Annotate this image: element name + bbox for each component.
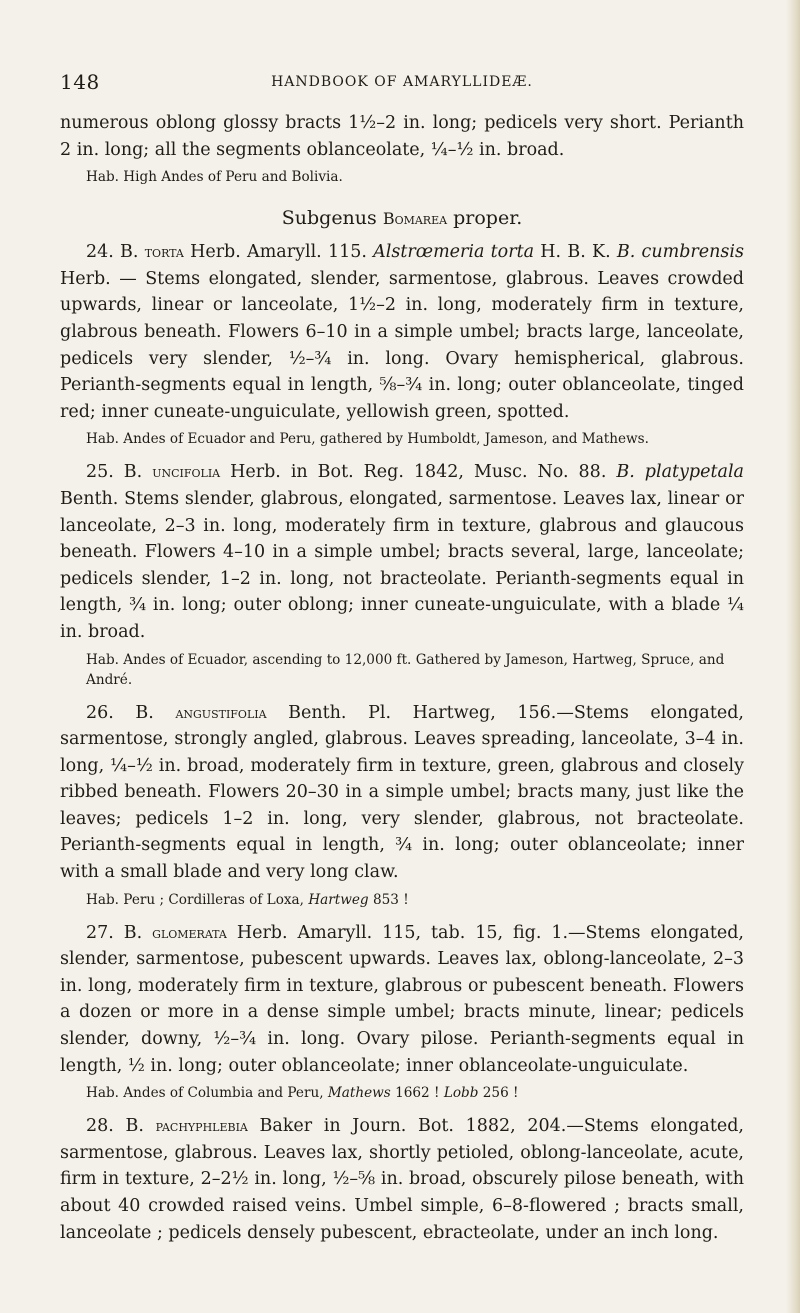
species-habitat	[86, 1083, 744, 1103]
species-habitat: Hab. Andes of Ecuador and Peru, gathered by Humboldt, Jameson, and Mathews.	[86, 431, 649, 448]
page-edge-shadow	[786, 0, 800, 1313]
species-synonym: B. platypetala	[616, 462, 744, 483]
species-description	[60, 239, 744, 425]
habitat-mid: 1662 !	[395, 1085, 440, 1102]
intro-paragraph: numerous oblong glossy bracts 1½–2 in. long; pedicels very short. Perianth 2 in. long; all the segments oblanceolate, ¼–½ in. broad.	[60, 113, 744, 160]
species-number: 27. B.	[86, 922, 143, 943]
habitat-suffix: 256 !	[482, 1085, 519, 1102]
species-authority: Herb. Amaryll. 115.	[190, 242, 367, 263]
species-authority: Baker in Journ. Bot. 1882, 204.	[259, 1116, 567, 1137]
species-authority: Benth. Pl. Hartweg, 156.	[288, 702, 557, 723]
species-number: 24. B.	[86, 242, 139, 263]
species-description	[60, 1113, 744, 1246]
species-authority: Herb. Amaryll. 115, tab. 15, fig. 1.	[236, 922, 569, 943]
species-epithet: glomerata	[152, 922, 227, 942]
species-text: Benth. Stems slender, glabrous, elongated, sarmentose. Leaves lax, linear or lanceolate, 2–3 in. long, moderately firm in texture, glabrous and glaucous beneath. Flowers 4–10 in a simple umbel; bracts several, large, lanceolate; pedicels slender, 1–2 in. long, not bracteolate. Perianth-segments equal in length, ¾ in. long; outer oblong; inner cuneate-unguiculate, with a blade ¼ in. broad.	[60, 488, 744, 642]
habitat-collector: Mathews	[327, 1085, 391, 1102]
habitat-collector-2: Lobb	[443, 1085, 479, 1102]
species-habitat: Hab. Andes of Ecuador, ascending to 12,000 ft. Gathered by Jameson, Hartweg, Spruce, and André.	[86, 651, 725, 688]
species-entry-28	[60, 1113, 744, 1246]
subgenus-prefix: Subgenus	[281, 207, 377, 230]
habitat-collector: Hartweg	[308, 891, 369, 908]
species-text: —Stems elongated, sarmentose, strongly angled, glabrous. Leaves spreading, lanceolate, 3–4 in. long, ¼–½ in. broad, moderately firm in texture, green, glabrous and closely ribbed beneath. Flowers 20–30 in a simple umbel; bracts many, just like the leaves; pedicels 1–2 in. long, very slender, glabrous, not bracteolate. Perianth-segments equal in length, ¾ in. long; outer oblanceolate; inner with a small blade and very long claw.	[60, 702, 744, 883]
species-entry-25	[60, 459, 744, 689]
species-description	[60, 459, 744, 645]
species-text: —Stems elongated, sarmentose, glabrous. Leaves lax, shortly petioled, oblong-lanceolate, acute, firm in texture, 2–2½ in. long, ½–⅝ in. broad, obscurely pilose beneath, with about 40 crowded raised veins. Umbel simple, 6–8-flowered ; bracts small, lanceolate ; pedicels densely pubescent, ebracteolate, under an inch long.	[60, 1116, 744, 1243]
species-epithet: uncifolia	[152, 462, 221, 482]
running-title: HANDBOOK OF AMARYLLIDEÆ.	[271, 74, 533, 90]
species-text: —Stems elongated, slender, sarmentose, pubescent upwards. Leaves lax, oblong-lanceolate, 2–3 in. long, moderately firm in texture, glabrous or pubescent beneath. Flowers a dozen or more in a dense simple umbel; bracts minute, linear; pedicels slender, downy, ½–¾ in. long. Ovary pilose. Perianth-segments equal in length, ½ in. long; outer oblanceolate; inner oblanceolate-unguiculate.	[60, 922, 744, 1076]
species-number: 28. B.	[86, 1116, 144, 1137]
habitat-suffix: 853 !	[372, 891, 409, 908]
species-entry-27	[60, 920, 744, 1104]
habitat-prefix: Hab. Peru ; Cordilleras of Loxa,	[86, 891, 304, 908]
synonym-authority: H. B. K.	[540, 242, 611, 263]
species-text: Herb. — Stems elongated, slender, sarmentose, glabrous. Leaves crowded upwards, linear or lanceolate, 1½–2 in. long, moderately firm in texture, glabrous beneath. Flowers 6–10 in a simple umbel; bracts large, lanceolate, pedicels very slender, ½–¾ in. long. Ovary hemispherical, glabrous. Perianth-segments equal in length, ⅝–¾ in. long; outer oblanceolate, tinged red; inner cuneate-unguiculate, yellowish green, spotted.	[60, 268, 744, 422]
habitat-prefix: Hab. Andes of Columbia and Peru,	[86, 1085, 324, 1102]
species-number: 26. B.	[86, 702, 154, 723]
species-epithet: angustifolia	[175, 702, 267, 722]
species-epithet: torta	[144, 242, 184, 262]
species-habitat	[86, 890, 744, 910]
subgenus-suffix: proper.	[453, 207, 523, 230]
species-number: 25. B.	[86, 462, 143, 483]
subgenus-heading	[60, 207, 744, 229]
species-synonym-2: B. cumbrensis	[616, 242, 744, 263]
species-authority: Herb. in Bot. Reg. 1842, Musc. No. 88.	[230, 462, 607, 483]
species-epithet: pachyphlebia	[155, 1116, 248, 1136]
running-head	[60, 70, 744, 110]
species-entry-24	[60, 239, 744, 449]
species-synonym: Alstrœmeria torta	[373, 242, 535, 263]
species-description	[60, 700, 744, 886]
intro-habitat: Hab. High Andes of Peru and Bolivia.	[86, 169, 343, 186]
species-description	[60, 920, 744, 1080]
subgenus-name: Bomarea	[382, 209, 448, 229]
page-number: 148	[60, 70, 100, 94]
species-entry-26	[60, 700, 744, 910]
